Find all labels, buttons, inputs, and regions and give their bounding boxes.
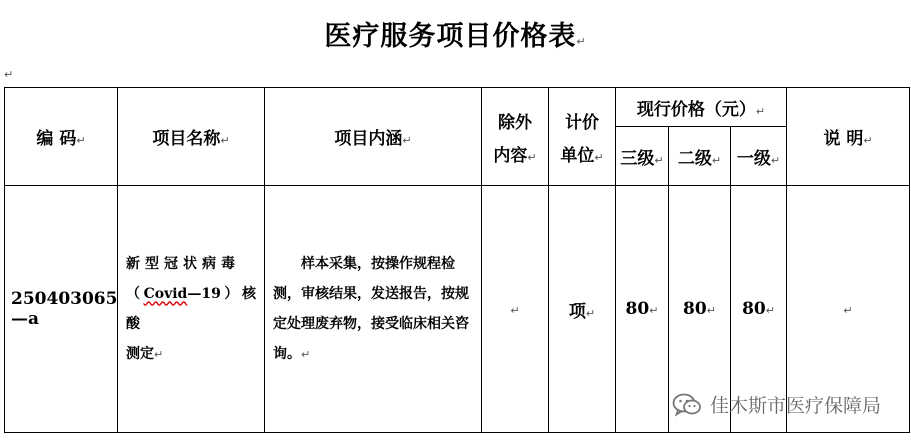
cell-content: 样本采集，按操作规程检测，审核结果，发送报告，按规定处理废弃物，接受临床相关咨询。↵ bbox=[265, 186, 482, 433]
cell-price-level3: 80↵ bbox=[616, 186, 669, 433]
cell-price-level2: 80↵ bbox=[669, 186, 731, 433]
cell-unit: 项↵ bbox=[549, 186, 616, 433]
header-level1: 一级↵ bbox=[731, 127, 787, 186]
header-name: 项目名称↵ bbox=[118, 88, 265, 186]
header-content: 项目内涵↵ bbox=[265, 88, 482, 186]
cell-price-level1: 80↵ bbox=[731, 186, 787, 433]
header-excluded: 除外 内容↵ bbox=[482, 88, 549, 186]
header-current-price: 现行价格（元）↵ bbox=[616, 88, 787, 127]
header-level2: 二级↵ bbox=[669, 127, 731, 186]
page-title bbox=[0, 14, 911, 53]
wechat-icon bbox=[672, 392, 702, 418]
price-table bbox=[4, 87, 910, 433]
header-level3: 三级↵ bbox=[616, 127, 669, 186]
watermark bbox=[672, 391, 881, 418]
cell-note: ↵ bbox=[787, 186, 910, 433]
cell-name: 新型冠状病毒 （Covid—19）核酸 测定↵ bbox=[118, 186, 265, 433]
header-unit: 计价 单位↵ bbox=[549, 88, 616, 186]
paragraph-mark: ↵ bbox=[576, 35, 587, 48]
cell-excluded: ↵ bbox=[482, 186, 549, 433]
paragraph-mark: ↵ bbox=[4, 68, 14, 81]
header-note: 说 明↵ bbox=[787, 88, 910, 186]
cell-code: 250403065—a bbox=[5, 186, 118, 433]
watermark-text: 佳木斯市医疗保障局 bbox=[709, 395, 881, 417]
header-code: 编 码↵ bbox=[5, 88, 118, 186]
title-text: 医疗服务项目价格表 bbox=[324, 21, 577, 52]
header-row-1 bbox=[5, 88, 910, 127]
